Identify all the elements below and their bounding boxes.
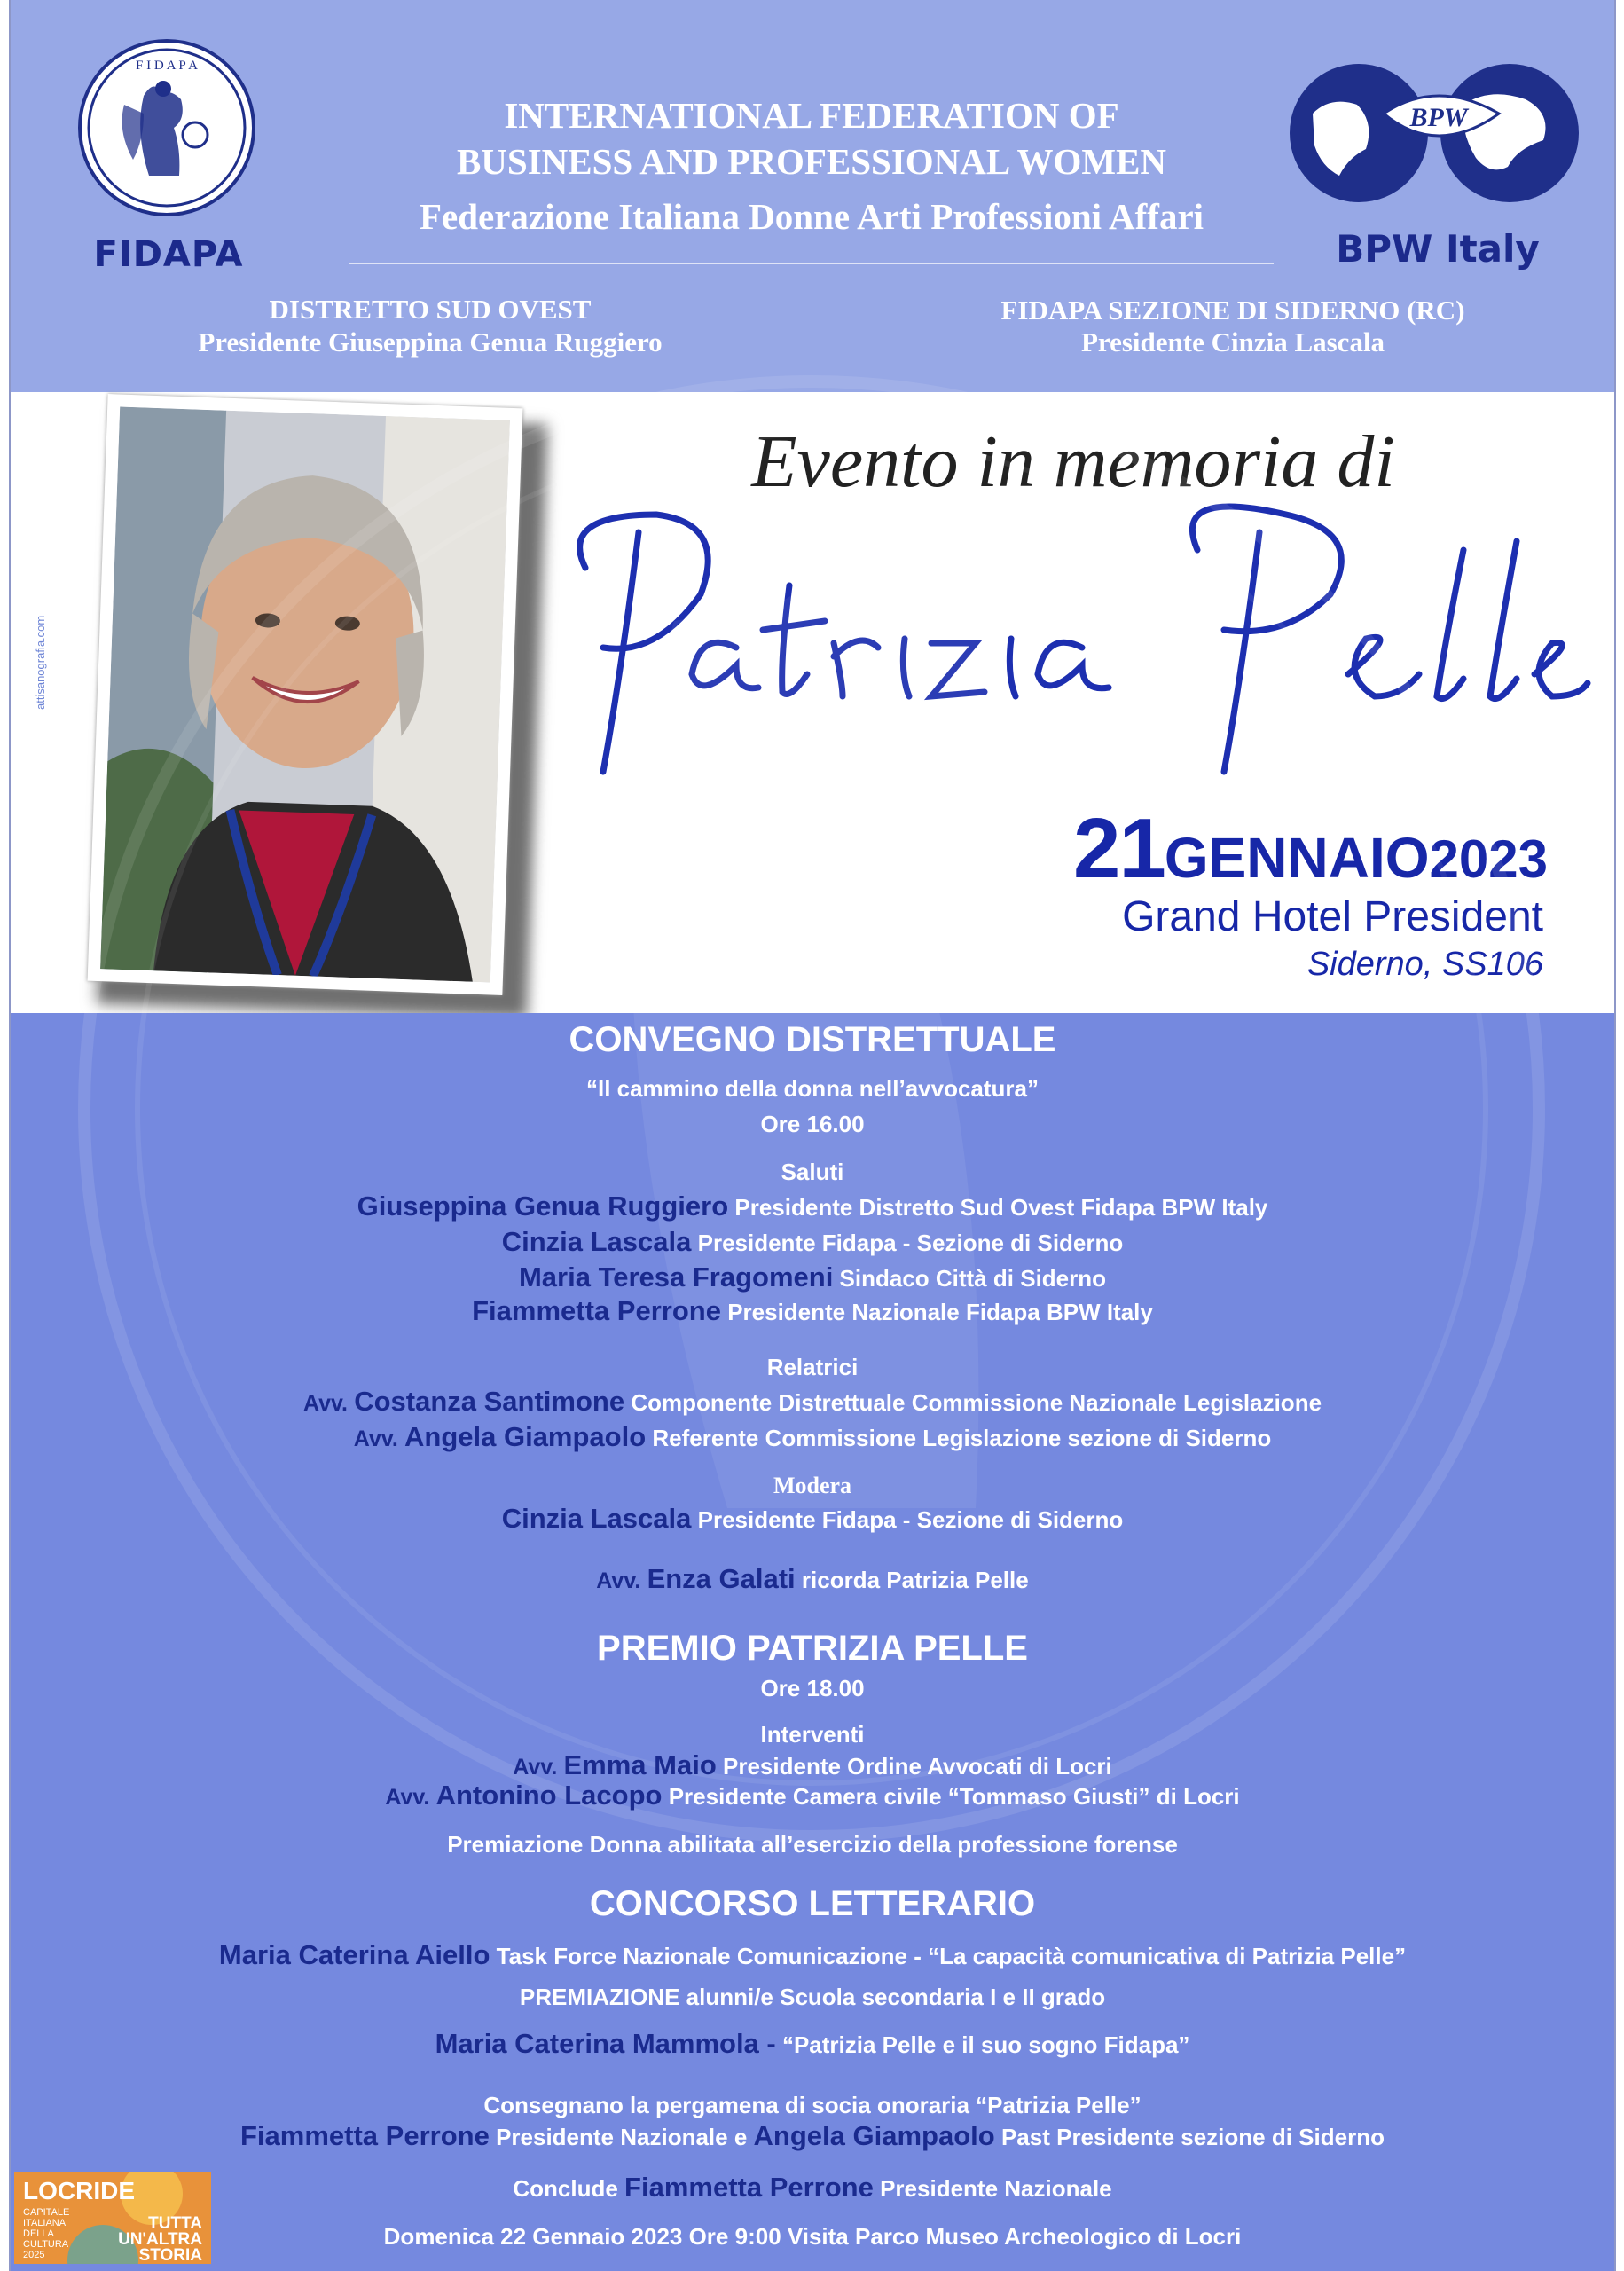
section-block [940,295,1526,358]
section-name: FIDAPA SEZIONE DI SIDERNO (RC) [1000,295,1465,326]
premiazione-alunni: PREMIAZIONE alunni/e Scuola secondaria I e II grado [519,1984,1106,2010]
convegno-subtitle: “Il cammino della donna nell’avvocatura” [585,1075,1040,1102]
locride-subtitle-line: 2025 [23,2250,45,2260]
intervento-role: Presidente Camera civile “Tommaso Giusti” di Locri [668,1783,1240,1810]
relatrice-prefix: Avv. [302,1391,348,1416]
fidapa-logo [78,39,255,216]
locride-subtitle-line: CULTURA [23,2239,69,2250]
locride-badge [14,2172,211,2264]
federation-title [337,92,1286,185]
modera-label: Modera [773,1473,852,1498]
photo-credit: attisanografia.com [34,615,47,710]
saluto-name: Maria Teresa Fragomeni [518,1261,834,1293]
winged-figure-icon [82,43,252,213]
fidapa-label: FIDAPA [93,234,244,275]
modera-role: Presidente Fidapa - Sezione di Siderno [697,1506,1124,1533]
locride-subtitle [23,2207,69,2260]
portrait-photo [88,394,523,995]
saluto-role: Presidente Distretto Sud Ovest Fidapa BPW Italy [734,1194,1268,1221]
concorso-text: Task Force Nazionale Comunicazione - “La capacità comunicativa di Patrizia Pelle” [496,1943,1407,1969]
conclude-label: Conclude [513,2175,618,2202]
saluto-row [11,1191,1614,1222]
federation-title-line2: BUSINESS AND PROFESSIONAL WOMEN [456,141,1167,182]
consegna-name: Angela Giampaolo [753,2120,995,2151]
modera-name: Cinzia Lascala [501,1503,692,1534]
convegno-time: Ore 16.00 [760,1111,865,1137]
intervento-row [11,1749,1614,1781]
saluto-row [11,1261,1614,1293]
conclude-row [11,2172,1614,2204]
federation-subtitle: Federazione Italiana Donne Arti Professioni Affari [419,196,1204,237]
city: Siderno, SS106 [1306,946,1543,983]
relatrice-prefix: Avv. [353,1426,398,1451]
saluto-role: Presidente Nazionale Fidapa BPW Italy [727,1299,1153,1325]
bpw-italy-label: BPW Italy [1336,227,1540,271]
bpw-logo [1286,60,1583,204]
interventi-label: Interventi [760,1721,865,1748]
relatrice-role: Referente Commissione Legislazione sezione di Siderno [652,1425,1272,1451]
saluto-name: Giuseppina Genua Ruggiero [357,1191,729,1222]
consegna-role: Past Presidente sezione di Siderno [1000,2124,1385,2150]
intervento-prefix: Avv. [385,1785,430,1810]
bpw-emblem-text: BPW [1409,103,1468,132]
concorso-title: CONCORSO LETTERARIO [589,1884,1036,1923]
conclude-name: Fiammetta Perrone [624,2172,874,2203]
concorso-name: Maria Caterina Aiello [218,1939,490,1970]
ricordo-name: Enza Galati [647,1563,796,1594]
locride-subtitle-line: ITALIANA [23,2218,67,2228]
locride-slogan-line: STORIA [138,2246,202,2264]
intervento-name: Emma Maio [563,1749,717,1780]
saluto-row [11,1295,1614,1327]
conclude-role: Presidente Nazionale [880,2175,1112,2202]
intervento-role: Presidente Ordine Avvocati di Locri [723,1753,1112,1780]
ricordo-prefix: Avv. [596,1568,641,1593]
concorso-row [11,1939,1614,1971]
district-name: DISTRETTO SUD OVEST [269,294,592,325]
section-president: Presidente Cinzia Lascala [1080,326,1385,358]
date-month: GENNAIO [1164,826,1430,890]
event-date [887,800,1548,898]
concorso-row [11,2028,1614,2060]
district-president: Presidente Giuseppina Genua Ruggiero [198,326,663,358]
concorso-name: Maria Caterina Mammola - [435,2028,776,2059]
date-year: 2023 [1429,829,1548,889]
premiazione-text: Premiazione Donna abilitata all’esercizio della professione forense [447,1831,1178,1858]
relatrice-role: Componente Distrettuale Commissione Nazionale Legislazione [631,1389,1322,1416]
consegna-text: Consegnano la pergamena di socia onoraria “Patrizia Pelle” [483,2092,1142,2118]
visita-text: Domenica 22 Gennaio 2023 Ore 9:00 Visita Parco Museo Archeologico di Locri [383,2223,1242,2250]
relatrice-row [11,1386,1614,1418]
district-block [142,293,718,358]
federation-title-line1: INTERNATIONAL FEDERATION OF [504,95,1119,136]
saluto-role: Sindaco Città di Siderno [839,1265,1107,1292]
consegna-row [11,2120,1614,2152]
consegna-role: Presidente Nazionale [496,2124,728,2150]
premio-title: PREMIO PATRIZIA PELLE [597,1629,1028,1668]
saluto-role: Presidente Fidapa - Sezione di Siderno [697,1230,1124,1256]
consegna-and: e [734,2124,748,2150]
relatrice-row [11,1421,1614,1453]
intervento-row [11,1780,1614,1811]
intervento-name: Antonino Lacopo [435,1780,663,1811]
premio-time: Ore 18.00 [760,1675,865,1701]
locride-slogan [114,2216,202,2264]
convegno-title: CONVEGNO DISTRETTUALE [569,1020,1056,1059]
saluto-name: Cinzia Lascala [501,1226,692,1257]
locride-subtitle-line: CAPITALE [23,2207,70,2218]
intervento-prefix: Avv. [513,1755,558,1780]
fidapa-ring-text: F I D A P A [136,59,198,73]
relatrice-name: Costanza Santimone [354,1386,625,1417]
globes-icon [1286,60,1583,204]
modera-row [11,1503,1614,1535]
venue: Grand Hotel President [1122,893,1543,940]
locride-slogan-line: TUTTA [148,2214,202,2233]
portrait-image [100,407,510,983]
consegna-name: Fiammetta Perrone [240,2120,490,2151]
saluto-name: Fiammetta Perrone [472,1295,721,1326]
saluto-row [11,1226,1614,1258]
locride-subtitle-line: DELLA [23,2228,54,2239]
locride-title: LOCRIDE [23,2177,135,2204]
locride-slogan-line: UN'ALTRA [118,2230,202,2249]
ricordo-row [11,1563,1614,1595]
concorso-text: “Patrizia Pelle e il suo sogno Fidapa” [781,2031,1190,2058]
header-divider [349,263,1274,264]
relatrici-label: Relatrici [766,1354,859,1380]
ricordo-text: ricorda Patrizia Pelle [801,1567,1029,1593]
saluti-label: Saluti [781,1159,844,1185]
relatrice-name: Angela Giampaolo [404,1421,647,1452]
date-day: 21 [1073,801,1165,896]
event-intro: Evento in memoria di [751,420,1395,503]
